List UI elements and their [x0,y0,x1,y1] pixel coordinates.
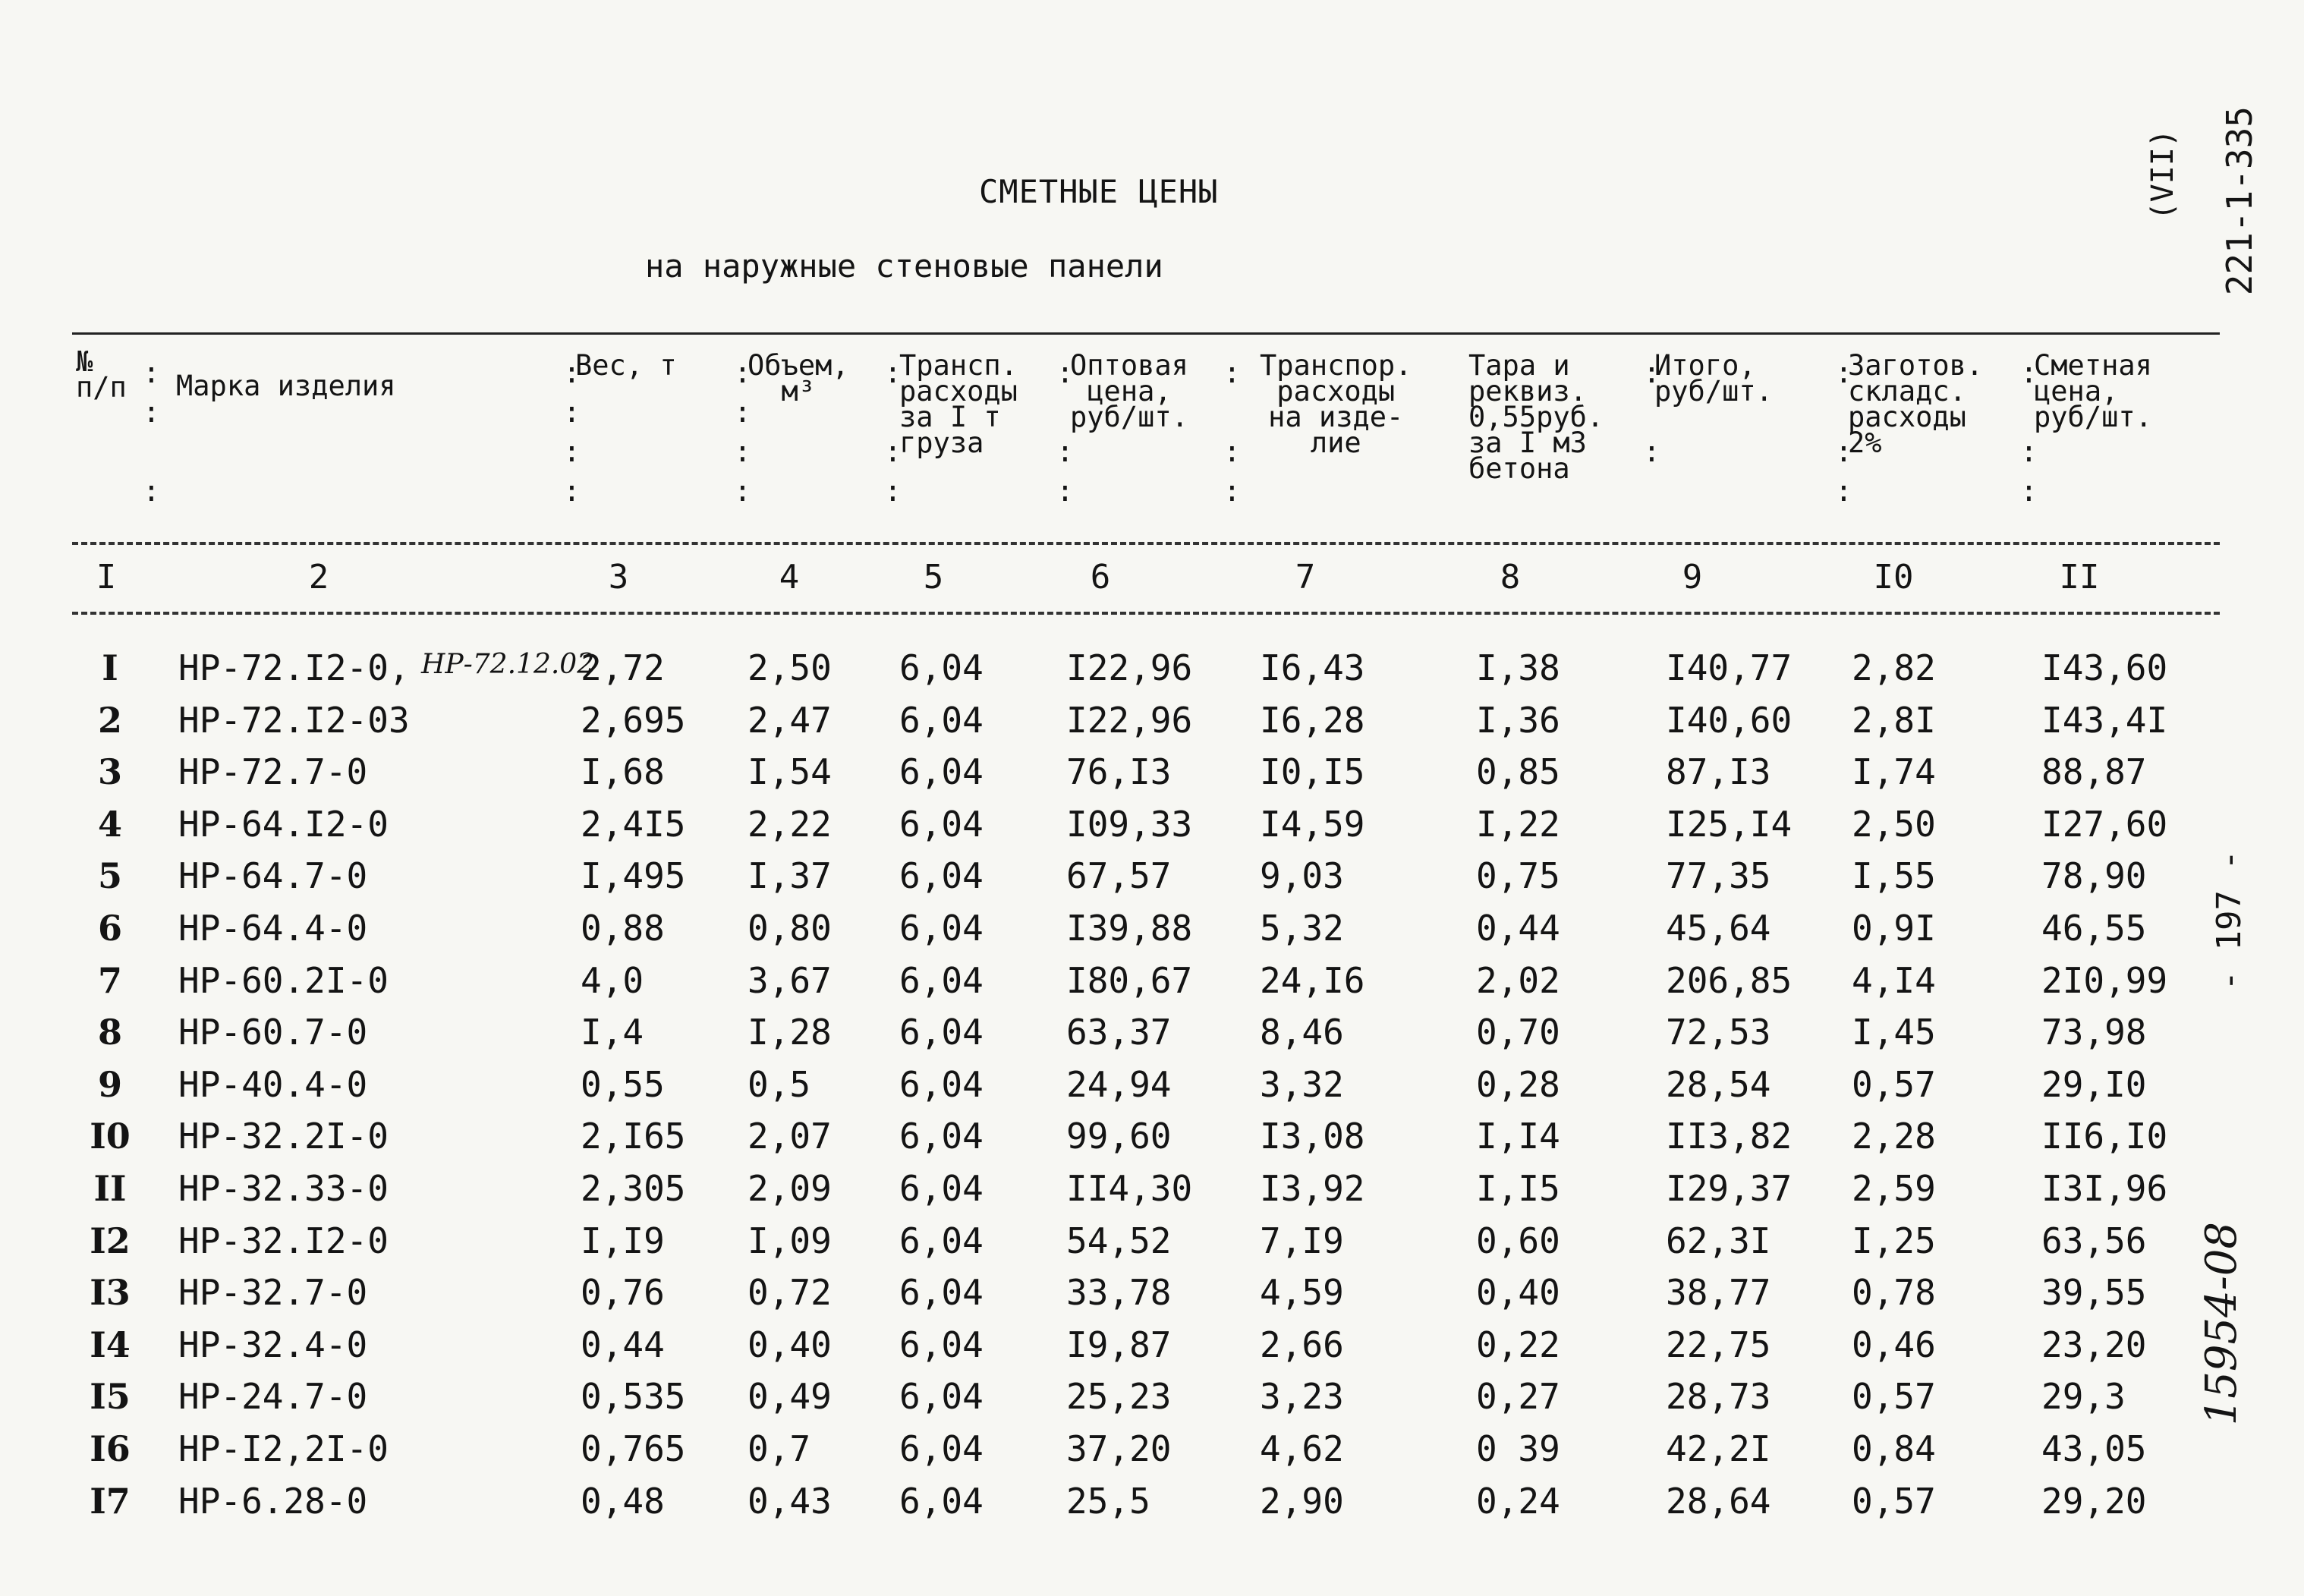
transport-rate-cell: 6,04 [899,803,984,845]
product-mark: НР-32.33-0 [178,1168,389,1209]
column-separator: : : : [884,356,902,508]
wholesale-price-cell: I39,88 [1066,908,1193,949]
packaging-cell: 0,28 [1476,1063,1560,1105]
estimate-price-cell: II6,I0 [2041,1116,2168,1157]
total-cell: I40,60 [1666,699,1793,741]
volume-cell: I,37 [748,855,832,897]
transport-rate-cell: 6,04 [899,1272,984,1314]
weight-cell: 0,55 [581,1063,665,1105]
packaging-cell: 0,40 [1476,1272,1560,1314]
column-separator: : : : [2020,356,2038,508]
table-row [0,804,2304,855]
transport-item-cell: 4,59 [1260,1272,1344,1314]
procurement-cell: 2,8I [1852,699,1936,741]
product-mark: НР-72.I2-03 [178,699,410,741]
column-separator: : : : [1056,356,1074,508]
total-cell: 22,75 [1666,1324,1771,1365]
header-estimate: Сметная цена, руб/шт. [2034,349,2152,433]
product-mark: НР-72.I2-0, [178,647,410,688]
weight-cell: 2,4I5 [581,803,686,845]
transport-item-cell: 9,03 [1260,855,1344,897]
volume-cell: 0,80 [748,908,832,949]
estimate-price-cell: 29,3 [2041,1376,2126,1418]
packaging-cell: I,36 [1476,699,1560,741]
transport-rate-cell: 6,04 [899,1012,984,1053]
volume-cell: 0,72 [748,1272,832,1314]
product-mark: НР-60.7-0 [178,1012,368,1053]
header-volume: Объем, м³ [748,349,849,408]
estimate-price-cell: 63,56 [2041,1220,2147,1261]
transport-item-cell: I6,28 [1260,699,1365,741]
column-number: 9 [1682,558,1703,597]
column-number: 6 [1090,558,1111,597]
product-mark: НР-32.I2-0 [178,1220,389,1261]
product-mark: НР-32.2I-0 [178,1116,389,1157]
total-cell: 77,35 [1666,855,1771,897]
transport-item-cell: 2,66 [1260,1324,1344,1365]
estimate-price-cell: 88,87 [2041,751,2147,793]
transport-rate-cell: 6,04 [899,1324,984,1365]
table-row [0,1324,2304,1376]
estimate-price-cell: I3I,96 [2041,1168,2168,1209]
table-row [0,1168,2304,1220]
transport-rate-cell: 6,04 [899,1220,984,1261]
volume-cell: 2,47 [748,699,832,741]
column-separator: : : : : [563,356,581,508]
row-number: 2 [97,699,122,741]
wholesale-price-cell: 33,78 [1066,1272,1172,1314]
weight-cell: 4,0 [581,959,644,1001]
estimate-price-cell: 39,55 [2041,1272,2147,1314]
product-mark: НР-64.7-0 [178,855,368,897]
wholesale-price-cell: 25,23 [1066,1376,1172,1418]
packaging-cell: 0,22 [1476,1324,1560,1365]
row-number: II [93,1168,127,1209]
volume-cell: 0,43 [748,1480,832,1522]
total-cell: I25,I4 [1666,803,1793,845]
weight-cell: 0,535 [581,1376,686,1418]
header-weight: Вес, т [575,349,677,382]
packaging-cell: I,I5 [1476,1168,1560,1209]
transport-rate-cell: 6,04 [899,1063,984,1105]
column-separator: : : : [1835,356,1852,508]
transport-rate-cell: 6,04 [899,699,984,741]
volume-cell: 0,5 [748,1063,811,1105]
transport-item-cell: 7,I9 [1260,1220,1344,1261]
procurement-cell: 0,57 [1852,1063,1936,1105]
total-cell: I29,37 [1666,1168,1793,1209]
product-mark: НР-32.4-0 [178,1324,368,1365]
packaging-cell: 2,02 [1476,959,1560,1001]
packaging-cell: 0,60 [1476,1220,1560,1261]
procurement-cell: I,25 [1852,1220,1936,1261]
estimate-price-cell: 2I0,99 [2041,959,2168,1001]
row-number: I3 [90,1272,131,1314]
volume-cell: I,54 [748,751,832,793]
weight-cell: 2,I65 [581,1116,686,1157]
column-number: 3 [608,558,629,597]
procurement-cell: I,55 [1852,855,1936,897]
procurement-cell: 0,57 [1852,1480,1936,1522]
table-row [0,1481,2304,1532]
total-cell: 28,73 [1666,1376,1771,1418]
product-mark: НР-6.28-0 [178,1480,368,1522]
procurement-cell: I,74 [1852,751,1936,793]
wholesale-price-cell: I09,33 [1066,803,1193,845]
header-no: № п/п [76,345,127,404]
weight-cell: 2,305 [581,1168,686,1209]
volume-cell: I,28 [748,1012,832,1053]
table-row [0,1272,2304,1324]
table-row [0,700,2304,751]
weight-cell: I,495 [581,855,686,897]
header-bottom-rule [72,542,2220,545]
header-mark: Марка изделия [176,370,396,402]
transport-rate-cell: 6,04 [899,855,984,897]
weight-cell: 0,48 [581,1480,665,1522]
product-mark: НР-60.2I-0 [178,959,389,1001]
column-number: II [2059,558,2100,597]
estimate-price-cell: 23,20 [2041,1324,2147,1365]
table-row [0,1116,2304,1167]
packaging-cell: I,22 [1476,803,1560,845]
column-number: I [96,558,117,597]
weight-cell: 0,44 [581,1324,665,1365]
procurement-cell: I,45 [1852,1012,1936,1053]
procurement-cell: 2,82 [1852,647,1936,688]
packaging-cell: I,I4 [1476,1116,1560,1157]
weight-cell: 0,76 [581,1272,665,1314]
transport-item-cell: I3,08 [1260,1116,1365,1157]
volume-cell: 2,50 [748,647,832,688]
column-number: 5 [923,558,944,597]
estimate-price-cell: I43,4I [2041,699,2168,741]
estimate-price-cell: 43,05 [2041,1428,2147,1469]
column-separator: : : [1643,356,1660,468]
product-mark: НР-72.7-0 [178,751,368,793]
header-wholesale: Оптовая цена, руб/шт. [1070,349,1188,433]
procurement-cell: 0,78 [1852,1272,1936,1314]
page-subtitle: на наружные стеновые панели [645,247,1163,285]
table-top-rule [72,332,2220,335]
wholesale-price-cell: 67,57 [1066,855,1172,897]
weight-cell: 0,88 [581,908,665,949]
table-row [0,1428,2304,1480]
wholesale-price-cell: 54,52 [1066,1220,1172,1261]
transport-rate-cell: 6,04 [899,959,984,1001]
wholesale-price-cell: I22,96 [1066,699,1193,741]
wholesale-price-cell: 76,I3 [1066,751,1172,793]
total-cell: 42,2I [1666,1428,1771,1469]
row-number: 4 [97,803,122,845]
procurement-cell: 0,57 [1852,1376,1936,1418]
table-row [0,1376,2304,1428]
wholesale-price-cell: 99,60 [1066,1116,1172,1157]
row-number: I5 [90,1376,131,1418]
wholesale-price-cell: I9,87 [1066,1324,1172,1365]
procurement-cell: 2,28 [1852,1116,1936,1157]
volume-cell: 2,09 [748,1168,832,1209]
header-transport-item: Транспор. расходы на изде- лие [1260,349,1412,459]
wholesale-price-cell: 37,20 [1066,1428,1172,1469]
total-cell: 45,64 [1666,908,1771,949]
estimate-price-cell: 29,20 [2041,1480,2147,1522]
transport-rate-cell: 6,04 [899,1116,984,1157]
row-number: 9 [97,1063,122,1105]
weight-cell: 2,72 [581,647,665,688]
table-row [0,855,2304,907]
packaging-cell: 0 39 [1476,1428,1560,1469]
row-number: 7 [97,959,122,1001]
procurement-cell: 2,50 [1852,803,1936,845]
column-number: 8 [1500,558,1521,597]
table-row [0,751,2304,803]
margin-code-stamp: 221-1-335 [2219,106,2260,296]
column-separator: : : : : [734,356,751,508]
product-mark: НР-64.I2-0 [178,803,389,845]
transport-item-cell: I0,I5 [1260,751,1365,793]
packaging-cell: 0,85 [1476,751,1560,793]
total-cell: 28,54 [1666,1063,1771,1105]
column-separator: : : : [143,356,160,508]
procurement-cell: 0,46 [1852,1324,1936,1365]
transport-item-cell: 5,32 [1260,908,1344,949]
weight-cell: 2,695 [581,699,686,741]
transport-item-cell: 2,90 [1260,1480,1344,1522]
column-separator: : : : [1223,356,1241,508]
column-number: I0 [1873,558,1914,597]
transport-item-cell: I6,43 [1260,647,1365,688]
procurement-cell: 0,84 [1852,1428,1936,1469]
header-total: Итого, руб/шт. [1654,349,1773,408]
transport-rate-cell: 6,04 [899,1428,984,1469]
estimate-price-cell: 46,55 [2041,908,2147,949]
column-number: 4 [779,558,800,597]
table-row [0,908,2304,959]
total-cell: 72,53 [1666,1012,1771,1053]
product-mark: НР-I2,2I-0 [178,1428,389,1469]
volume-cell: 2,07 [748,1116,832,1157]
product-mark: НР-64.4-0 [178,908,368,949]
wholesale-price-cell: 24,94 [1066,1063,1172,1105]
packaging-cell: 0,75 [1476,855,1560,897]
estimate-price-cell: 73,98 [2041,1012,2147,1053]
estimate-price-cell: I27,60 [2041,803,2168,845]
table-row [0,960,2304,1012]
transport-rate-cell: 6,04 [899,1376,984,1418]
transport-item-cell: I3,92 [1260,1168,1365,1209]
transport-item-cell: 3,23 [1260,1376,1344,1418]
volume-cell: 3,67 [748,959,832,1001]
volume-cell: 0,40 [748,1324,832,1365]
weight-cell: I,4 [581,1012,644,1053]
transport-rate-cell: 6,04 [899,647,984,688]
total-cell: 87,I3 [1666,751,1771,793]
transport-item-cell: 4,62 [1260,1428,1344,1469]
transport-item-cell: 8,46 [1260,1012,1344,1053]
page-title: СМЕТНЫЕ ЦЕНЫ [979,173,1219,210]
procurement-cell: 2,59 [1852,1168,1936,1209]
table-row [0,647,2304,699]
product-mark: НР-40.4-0 [178,1063,368,1105]
packaging-cell: I,38 [1476,647,1560,688]
margin-handwritten-number: 15954-08 [2197,1222,2246,1426]
row-number: I0 [90,1116,131,1157]
row-number: I6 [90,1428,131,1469]
transport-item-cell: 24,I6 [1260,959,1365,1001]
table-row [0,1064,2304,1116]
packaging-cell: 0,70 [1476,1012,1560,1053]
volume-cell: 0,7 [748,1428,811,1469]
row-number: 3 [97,751,122,793]
wholesale-price-cell: II4,30 [1066,1168,1193,1209]
total-cell: II3,82 [1666,1116,1793,1157]
packaging-cell: 0,44 [1476,908,1560,949]
procurement-cell: 0,9I [1852,908,1936,949]
transport-rate-cell: 6,04 [899,751,984,793]
volume-cell: 0,49 [748,1376,832,1418]
row-number: I7 [90,1480,131,1522]
volume-cell: 2,22 [748,803,832,845]
product-mark: НР-32.7-0 [178,1272,368,1314]
estimate-price-cell: 78,90 [2041,855,2147,897]
row-number: I4 [90,1324,131,1365]
transport-item-cell: I4,59 [1260,803,1365,845]
wholesale-price-cell: 25,5 [1066,1480,1150,1522]
margin-page-number: - 197 - [2210,850,2249,991]
column-numbers-rule [72,612,2220,615]
transport-item-cell: 3,32 [1260,1063,1344,1105]
row-number: 5 [97,855,122,897]
wholesale-price-cell: I80,67 [1066,959,1193,1001]
weight-cell: I,68 [581,751,665,793]
transport-rate-cell: 6,04 [899,1168,984,1209]
row-number: I2 [90,1220,131,1261]
product-mark: НР-24.7-0 [178,1376,368,1418]
total-cell: 206,85 [1666,959,1793,1001]
total-cell: 62,3I [1666,1220,1771,1261]
weight-cell: I,I9 [581,1220,665,1261]
volume-cell: I,09 [748,1220,832,1261]
total-cell: I40,77 [1666,647,1793,688]
packaging-cell: 0,27 [1476,1376,1560,1418]
header-procurement: Заготов. складс. расходы 2% [1848,349,1984,459]
weight-cell: 0,765 [581,1428,686,1469]
header-packaging: Тара и реквиз. 0,55руб. за I м3 бетона [1468,349,1604,485]
table-row [0,1220,2304,1272]
wholesale-price-cell: I22,96 [1066,647,1193,688]
row-number: 6 [97,908,122,949]
packaging-cell: 0,24 [1476,1480,1560,1522]
estimate-price-cell: 29,I0 [2041,1063,2147,1105]
total-cell: 38,77 [1666,1272,1771,1314]
row-number: I [102,647,118,688]
wholesale-price-cell: 63,37 [1066,1012,1172,1053]
column-number: 7 [1295,558,1316,597]
table-row [0,1012,2304,1063]
handwritten-note: НР-72.12.02 [421,649,595,680]
row-number: 8 [97,1012,122,1053]
procurement-cell: 4,I4 [1852,959,1936,1001]
total-cell: 28,64 [1666,1480,1771,1522]
transport-rate-cell: 6,04 [899,908,984,949]
margin-volume-stamp: (VII) [2145,129,2180,221]
estimate-price-cell: I43,60 [2041,647,2168,688]
transport-rate-cell: 6,04 [899,1480,984,1522]
column-number: 2 [308,558,329,597]
header-transport-rate: Трансп. расходы за I т груза [899,349,1018,459]
